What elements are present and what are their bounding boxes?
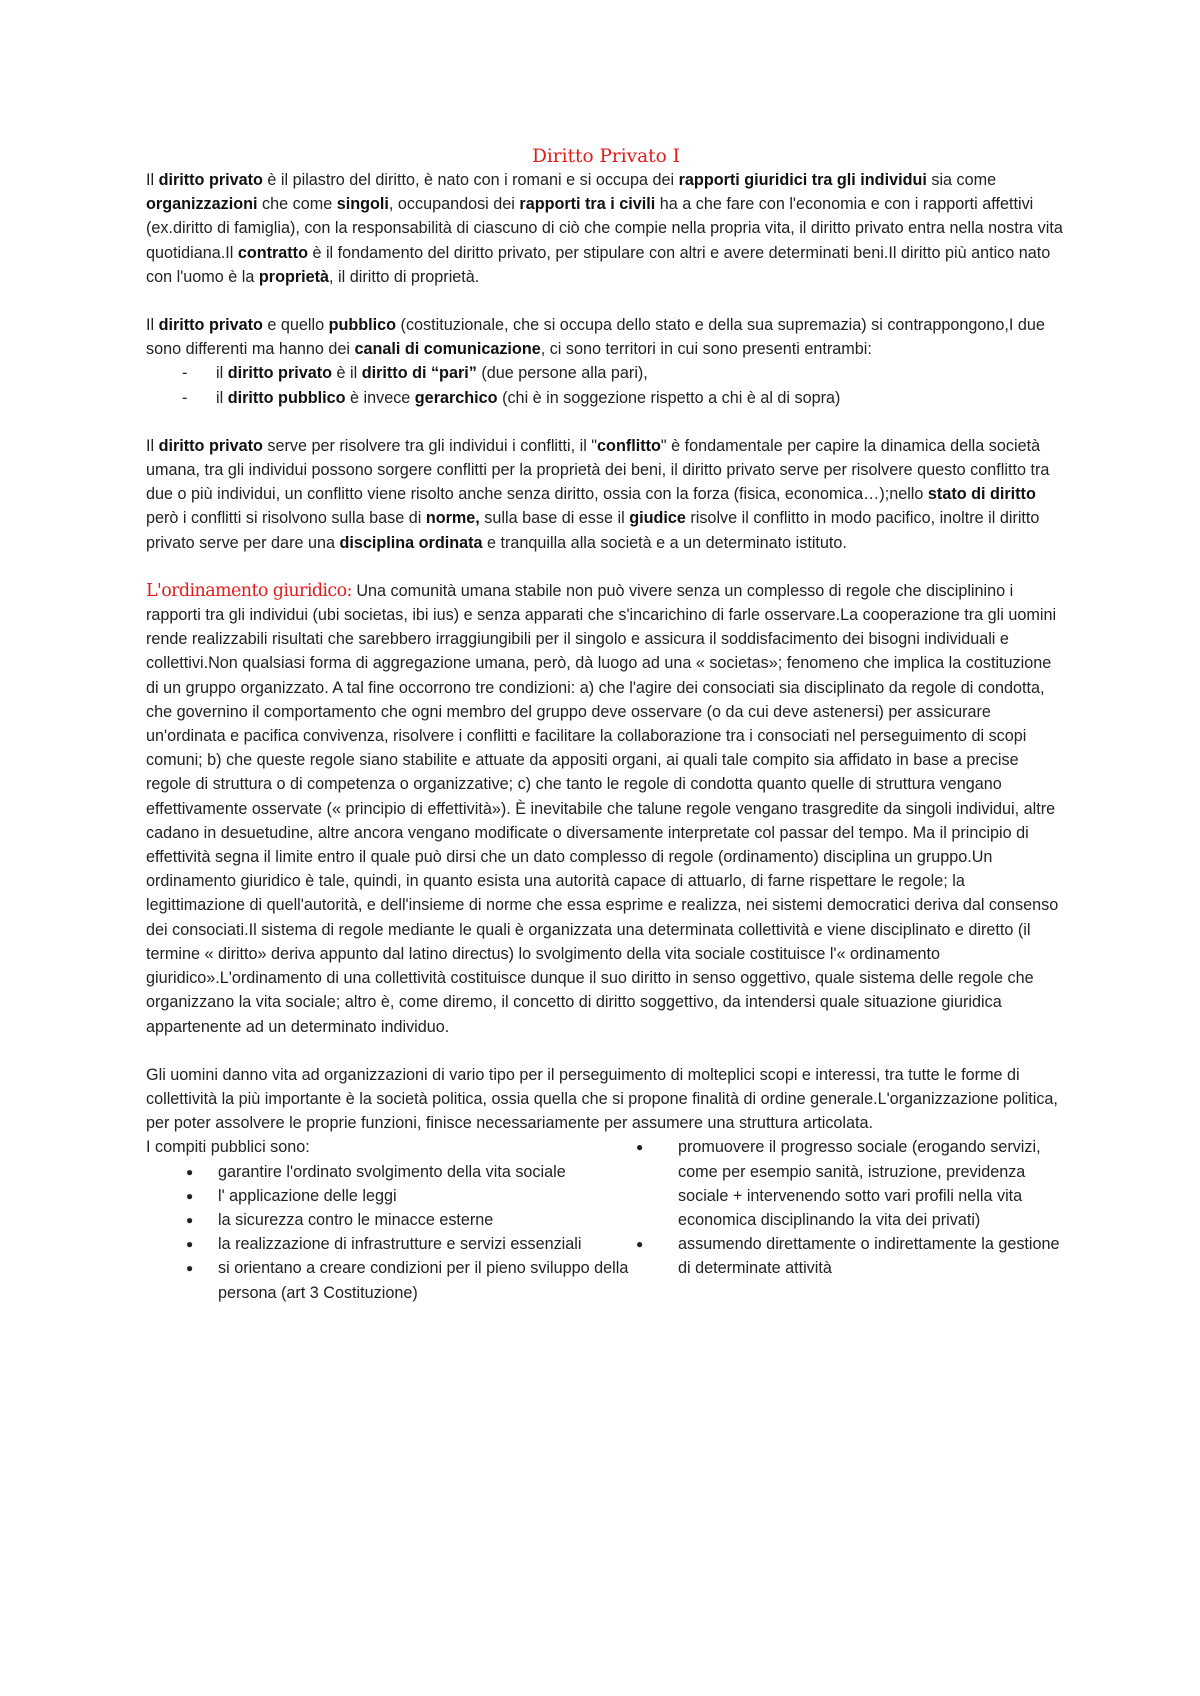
list-item-text: assumendo direttamente o indirettamente la gestione di determinate attività (678, 1235, 1060, 1278)
two-column-list (146, 1135, 1066, 1304)
spacer (146, 289, 1066, 313)
text-run: è il pilastro del diritto, è nato con i romani e si occupa dei (262, 171, 679, 189)
bold-text: giudice (629, 509, 686, 528)
document-body (146, 146, 1066, 1305)
text-run: Il (146, 316, 159, 335)
bold-text: proprietà (258, 267, 330, 286)
text-run: (costituzionale, che si occupa dello stato e della sua supremazia) si contrappongono,I due sono differenti ma hanno dei (146, 316, 1045, 359)
paragraph-conflict (146, 434, 1066, 555)
compiti-intro: I compiti pubblici sono: (146, 1138, 310, 1157)
text-run: però i conflitti si risolvono sulla base di (146, 509, 426, 528)
list-item-text: si orientano a creare condizioni per il pieno sviluppo della persona (art 3 Costituzione) (218, 1259, 629, 1302)
page-title: Diritto Privato I (532, 146, 680, 167)
bullet-icon: ● (186, 1261, 194, 1276)
dash-bullet-icon: - (182, 364, 188, 383)
paragraph-organizzazioni: Gli uomini danno vita ad organizzazioni di vario tipo per il perseguimento di molteplici scopi e interessi, tra tutte le forme di collettività la più importante è la società politica, ossia quella che si propone finalità di ordine generale.L'organizzazione politica, per poter assolvere le proprie funzioni, finisce necessariamente per assumere una struttura articolata. (146, 1065, 1058, 1133)
bold-text: singoli (336, 195, 389, 214)
bold-text: conflitto (597, 436, 661, 455)
left-column (146, 1135, 636, 1304)
spacer (146, 1039, 1066, 1063)
bold-text: canali di comunicazione (354, 340, 541, 359)
list-item (146, 361, 1066, 385)
dash-list (146, 361, 1066, 409)
text-run: è invece (345, 388, 415, 407)
list-item (146, 1184, 636, 1208)
bold-text: diritto pubblico (227, 388, 346, 407)
list-item-text: l' applicazione delle leggi (218, 1186, 397, 1205)
bold-text: gerarchico (414, 388, 498, 407)
bold-text: rapporti tra i civili (519, 195, 656, 214)
text-run: , ci sono territori in cui sono presenti entrambi: (540, 340, 872, 359)
list-item-text (216, 389, 840, 407)
list-item-text: la sicurezza contro le minacce esterne (218, 1210, 494, 1229)
text-run: che come (257, 195, 337, 214)
text-run: risolve il conflitto in modo pacifico, inoltre il diritto privato serve per dare una (146, 509, 1040, 552)
bold-text: diritto di “pari” (361, 364, 477, 383)
bold-text: stato di diritto (927, 485, 1036, 504)
list-item-text (216, 364, 648, 382)
bold-text: norme, (425, 509, 480, 528)
list-item (146, 1160, 636, 1184)
text-run: e quello (262, 316, 329, 335)
bold-text: diritto privato (158, 436, 263, 455)
text-run: , il diritto di proprietà. (329, 267, 480, 286)
bold-text: diritto privato (227, 364, 333, 383)
list-item-text: promuovere il progresso sociale (erogando servizi, come per esempio sanità, istruzione, previdenza sociale + intervenendo sotto vari profili nella vita economica disciplinando la vita dei privati) (678, 1138, 1041, 1229)
bullet-list-right (636, 1135, 1066, 1280)
spacer (146, 555, 1066, 579)
text-run: (due persone alla pari), (476, 364, 648, 383)
list-item-text: la realizzazione di infrastrutture e servizi essenziali (218, 1235, 582, 1254)
bullet-icon: ● (186, 1164, 194, 1179)
text-run: è il fondamento del diritto privato, per stipulare con altri e avere determinati beni.Il diritto più antico nato con l'uomo è la (146, 243, 1051, 286)
text-run: il (216, 364, 228, 383)
spacer (146, 410, 1066, 434)
text-run: " è fondamentale per capire la dinamica della società umana, tra gli individui possono sorgere conflitti per la proprietà dei beni, il diritto privato serve per risolvere questo conflitto tra due o più individui, un conflitto viene risolto anche senza diritto, ossia con la forza (fisica, economica…);nello (146, 436, 1050, 504)
list-item (146, 1256, 636, 1304)
bold-text: organizzazioni (146, 195, 258, 214)
text-run: serve per risolvere tra gli individui i conflitti, il " (262, 436, 598, 455)
paragraph-private-public (146, 313, 1066, 361)
bold-text: pubblico (328, 316, 397, 335)
list-item (636, 1135, 1066, 1232)
list-item (146, 1208, 636, 1232)
paragraph-intro (146, 168, 1066, 289)
list-item (636, 1232, 1066, 1280)
list-item-text: garantire l'ordinato svolgimento della vita sociale (218, 1162, 566, 1181)
list-item (146, 386, 1066, 410)
bullet-list-left (146, 1160, 636, 1305)
bold-text: contratto (237, 243, 308, 262)
text-run: Il (146, 436, 159, 455)
bullet-icon: ● (186, 1188, 194, 1203)
text-run: ha a che fare con l'economia e con i rapporti affettivi (ex.diritto di famiglia), con la responsabilità di ciascuno di ciò che compie nella propria vita, il diritto privato entra nella nostra vita quotidiana.Il (146, 195, 1063, 262)
list-item (146, 1232, 636, 1256)
text-run: Il (146, 171, 159, 189)
section-heading: L'ordinamento giuridico: (146, 580, 352, 601)
text-run: (chi è in soggezione rispetto a chi è al di sopra) (497, 388, 841, 407)
right-column (636, 1135, 1066, 1304)
text-run: il (216, 388, 228, 407)
text-run: è il (332, 364, 362, 383)
text-run: e tranquilla alla società e a un determinato istituto. (482, 533, 847, 552)
text-run: , occupandosi dei (388, 195, 520, 214)
text-run: sulla base di esse il (479, 509, 630, 528)
dash-bullet-icon: - (182, 388, 188, 407)
bullet-icon: ● (186, 1237, 194, 1252)
section-text: Una comunità umana stabile non può vivere senza un complesso di regole che disciplinino i rapporti tra gli individui (ubi societas, ibi ius) e senza apparati che s'incarichino di farle osservare.La cooperazione tra gli uomini rende realizzabili risultati che sarebbero irraggiungibili per il singolo e assicura il soddisfacimento dei bisogni individuali e collettivi.Non qualsiasi forma di aggregazione umana, però, dà luogo ad una « societas»; fenomeno che implica la costituzione di un gruppo organizzato. A tal fine occorrono tre condizioni: a) che l'agire dei consociati sia disciplinato da regole di condotta, che governino il comportamento che ogni membro del gruppo deve osservare (o da cui deve astenersi) per assicurare un'ordinata e pacifica convivenza, risolvere i conflitti e facilitare la collaborazione tra i consociati nel perseguimento di scopi comuni; b) che queste regole siano stabilite e attuate da appositi organi, ai quali tale compito sia affidato in base a precise regole di struttura o di competenza o organizzative; c) che tanto le regole di condotta quanto quelle di struttura vengano effettivamente osservate (« principio di effettività»). È inevitabile che talune regole vengano trasgredite da singoli individui, altre cadano in desuetudine, altre ancora vengano modificate o diversamente interpretate col passar del tempo. Ma il principio di effettività segna il limite entro il quale può dirsi che un dato complesso di regole (ordinamento) disciplina un gruppo.Un ordinamento giuridico è tale, quindi, in quanto esista una autorità capace di attuarlo, di farne rispettare le regole; la legittimazione di quell'autorità, e dell'insieme di norme che essa esprime e realizza, nei sistemi democratici deriva dal consenso dei consociati.Il sistema di regole mediante le quali è organizzata una determinata collettività e viene disciplinato e diretto (il termine « diritto» deriva appunto dal latino directus) lo svolgimento della vita sociale costituisce l'« ordinamento giuridico».L'ordinamento di una collettività costituisce dunque il suo diritto in senso oggettivo, quale sistema delle regole che organizzano la vita sociale; altro è, come diremo, il concetto di diritto soggettivo, da intendersi quale situazione giuridica appartenente ad un determinato individuo. (146, 581, 1059, 1036)
bold-text: diritto privato (158, 316, 263, 335)
bullet-icon: ● (636, 1237, 644, 1252)
bold-text: rapporti giuridici tra gli individui (678, 171, 927, 189)
bullet-icon: ● (636, 1140, 644, 1155)
bold-text: disciplina ordinata (339, 533, 483, 552)
paragraph-ordinamento (146, 579, 1066, 1039)
bold-text: diritto privato (158, 171, 263, 189)
bullet-icon: ● (186, 1212, 194, 1227)
text-run: sia come (926, 171, 997, 189)
